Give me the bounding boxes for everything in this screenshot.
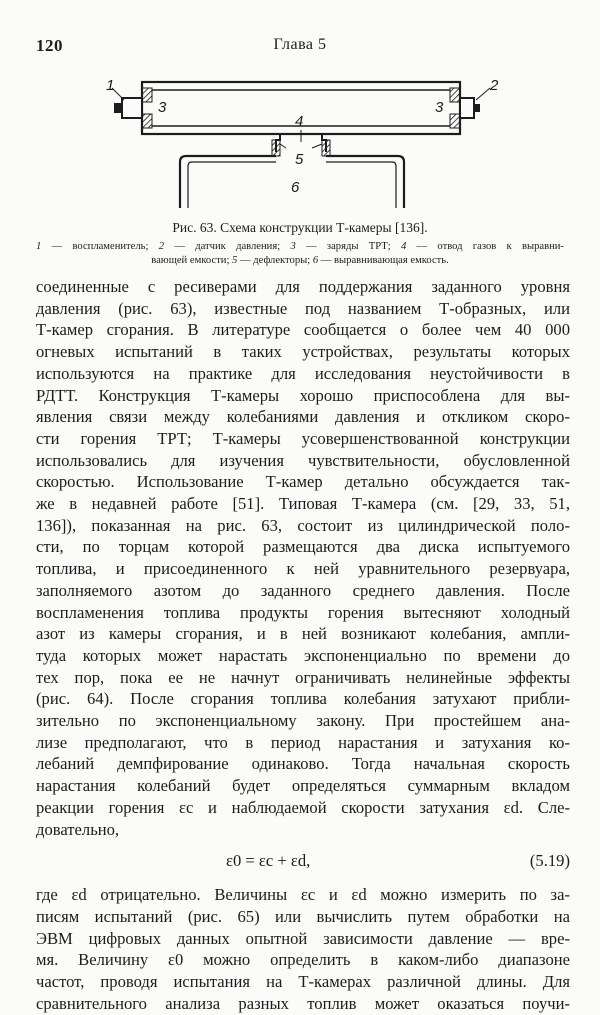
text-line: лизе предполагают, что в период нарастания и затухания ко-: [36, 732, 570, 752]
legend-text-3: — заряды ТРТ;: [295, 241, 401, 252]
text-line: зительно по экспоненциальному закону. При простейшем ана-: [36, 711, 570, 731]
legend-text-4: — отвод газов к выравни-: [406, 241, 564, 252]
right-charge-top: [450, 88, 460, 102]
text-line: 136]), показанная на рис. 63, состоит из цилиндрической поло-: [36, 515, 570, 535]
text-line: азот из камеры сгорания, и в ней возникают колебания, ампли-: [36, 624, 570, 644]
text-line: туда которых может нарастать экспоненциально по времени до: [36, 645, 570, 665]
leader-5a: [280, 144, 286, 148]
formula-block: [36, 840, 570, 884]
pressure-sensor: [460, 98, 474, 118]
left-deflector: [272, 140, 280, 156]
label-1: 1: [106, 77, 115, 94]
legend-text-7: — выравнивающая емкость.: [318, 255, 449, 266]
left-charge-top: [142, 88, 152, 102]
legend-num-6: 6: [312, 255, 319, 266]
label-3-right: 3: [435, 99, 444, 116]
igniter-knob: [114, 103, 122, 113]
legend-num-2: 2: [158, 241, 165, 252]
figure-caption: Рис. 63. Схема конструкции Т-камеры [136].: [172, 220, 428, 235]
paragraph-after-formula: [36, 884, 570, 1014]
text-line: лебаний демпфирование одинаково. Тогда начальная скорость: [36, 754, 570, 774]
legend-num-5: 5: [232, 255, 238, 266]
formula-number: (5.19): [529, 851, 570, 871]
text-line: частот, проводя испытания на Т-камерах различной длины. Для: [36, 972, 570, 992]
legend-text-5: вающей емкости;: [151, 255, 233, 266]
pressure-sensor-tip: [474, 104, 480, 112]
text-line: довательно,: [36, 819, 120, 839]
formula-equation: ε0 = εc + εd,: [226, 851, 311, 871]
text-line: топлива, и присоединенного к ней уравнительного резервуара,: [36, 559, 570, 579]
text-line: тех пор, пока ее не начнут ограничивать нелинейные эффекты: [36, 667, 570, 687]
legend-text-6: — дефлекторы;: [237, 255, 313, 266]
text-line: где εd отрицательно. Величины εc и εd можно измерить по за-: [36, 885, 570, 905]
page-number: 120: [36, 36, 63, 55]
figure-legend: [36, 240, 564, 268]
label-4: 4: [295, 113, 304, 130]
t-chamber-schematic-svg: [100, 68, 510, 218]
legend-line-1: [36, 240, 564, 254]
running-head: Глава 5: [273, 36, 327, 53]
text-line: сти горения ТРТ; Т-камеры усовершенствованной конструкции: [36, 428, 570, 448]
text-line: огневых испытаний в таких устройствах, результаты которых: [36, 342, 570, 362]
label-2: 2: [490, 77, 499, 94]
text-line: явления связи между колебаниями давления и откликом скоро-: [36, 407, 570, 427]
label-6: 6: [291, 179, 300, 196]
legend-line-2: [36, 254, 564, 268]
text-line: ЭВМ цифровых данных опытной зависимости давление — вре-: [36, 928, 570, 948]
text-line: давления (рис. 63), известные под названием Т-образных, или: [36, 298, 570, 318]
legend-text-1: — воспламенитель;: [41, 241, 159, 252]
text-line: воспламенения топлива продукты горения вытесняют холодный: [36, 602, 570, 622]
body-text: [36, 276, 570, 1015]
text-line: сравнительного анализа разных топлив может оказаться поучи-: [36, 993, 570, 1013]
text-line: (рис. 64). После сгорания топлива колебания затухают прибли-: [36, 689, 570, 709]
paragraph-before-formula: [36, 276, 570, 840]
left-charge-bottom: [142, 114, 152, 128]
text-line: используются на практике для исследования неустойчивости в: [36, 363, 570, 383]
label-5: 5: [295, 151, 304, 168]
legend-num-1: 1: [36, 241, 42, 252]
legend-num-4: 4: [400, 241, 407, 252]
right-deflector: [322, 140, 330, 156]
text-line: соединенные с ресиверами для поддержания заданного уровня: [36, 277, 570, 296]
text-line: нарастания колебаний будет определяться суммарным вкладом: [36, 776, 570, 796]
text-line: писям испытаний (рис. 65) или вычислить путем обработки на: [36, 906, 570, 926]
text-line: же в недавней работе [51]. Типовая Т-камера (см. [29, 33, 51,: [36, 494, 570, 514]
text-line: Т-камер сгорания. В литературе сообщается о более чем 40 000: [36, 320, 570, 340]
right-charge-bottom: [450, 114, 460, 128]
text-line: РДТТ. Конструкция Т-камеры хорошо приспособлена для вы-: [36, 385, 570, 405]
leader-5b: [312, 144, 322, 148]
label-3-left: 3: [158, 99, 167, 116]
text-line: скоростью. Использование Т-камер детально обсуждается так-: [36, 472, 570, 492]
text-line: мя. Величину ε0 можно определить в каком-либо диапазоне: [36, 950, 570, 970]
text-line: использовались для изучения чувствительности, обусловленной: [36, 450, 570, 470]
text-line: сти, по торцам которой размещаются два диска испытуемого: [36, 537, 570, 557]
legend-text-2: — датчик давления;: [164, 241, 291, 252]
legend-num-3: 3: [290, 241, 296, 252]
t-chamber-diagram: [100, 68, 510, 218]
igniter-plug: [122, 98, 142, 118]
text-line: заполняемого азотом до заданного среднего давления. После: [36, 580, 570, 600]
text-line: реакции горения εc и наблюдаемой скорости затухания εd. Сле-: [36, 797, 570, 817]
leader-2: [476, 88, 490, 100]
